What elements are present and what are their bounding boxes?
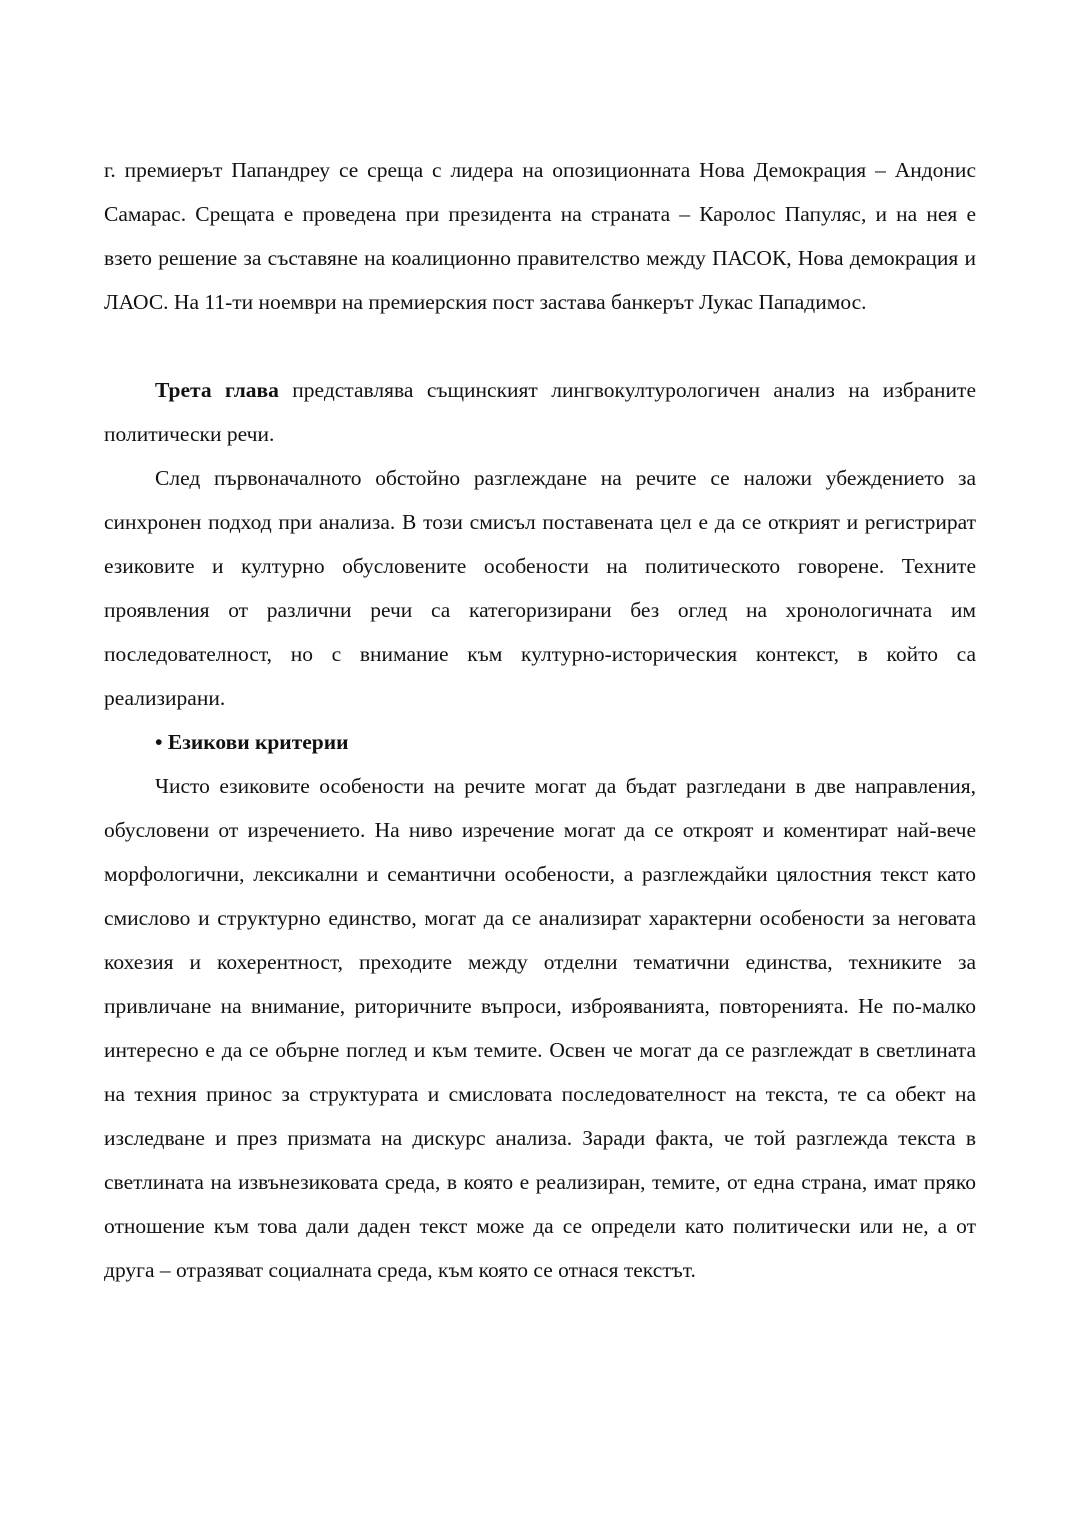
paragraph-language-features: Чисто езиковите особености на речите могат да бъдат разгледани в две направления, обусловени от изречението. На ниво изречение могат да се откроят и коментират най-вече морфологични, лексикални и семантични особености, а разглеждайки цялостния текст като смислово и структурно единство, могат да се анализират характерни особености за неговата кохезия и кохерентност, преходите между отделни тематични единства, техниките за привличане на внимание, риторичните въпроси, изброяванията, повторенията. Не по-малко интересно е да се обърне поглед и към темите. Освен че могат да се разглеждат в светлината на техния принос за структурата и смисловата последователност на текста, те са обект на изследване и през призмата на дискурс анализа. Заради факта, че той разглежда текста в светлината на извънезиковата среда, в която е реализиран, темите, от една страна, имат пряко отношение към това дали даден текст може да се определи като политически или не, а от друга – отразяват социалната среда, към която се отнася текстът. [104, 774, 976, 1282]
paragraph-continuation: г. премиерът Папандреу се среща с лидера на опозиционната Нова Демокрация – Андонис Самарас. Срещата е проведена при президента на страната – Каролос Папуляс, и на нея е взето решение за съставяне на коалиционно правителство между ПАСОК, Нова демокрация и ЛАОС. На 11-ти ноември на премиерския пост застава банкерът Лукас Пападимос. [104, 158, 976, 314]
section-heading-language-criteria: • Езикови критерии [155, 730, 349, 754]
document-page [104, 148, 976, 1292]
chapter-title: Трета глава [155, 378, 279, 402]
chapter-description: представлява същинският лингвокултурологичен анализ на избраните политически речи. [104, 378, 976, 446]
paragraph-chapter-three [104, 368, 976, 456]
paragraph-approach: След първоначалното обстойно разглеждане на речите се наложи убеждението за синхронен подход при анализа. В този смисъл поставената цел е да се открият и регистрират езиковите и културно обусловените особености на политическото говорене. Техните проявления от различни речи са категоризирани без оглед на хронологичната им последователност, но с внимание към културно-историческия контекст, в който са реализирани. [104, 466, 976, 710]
